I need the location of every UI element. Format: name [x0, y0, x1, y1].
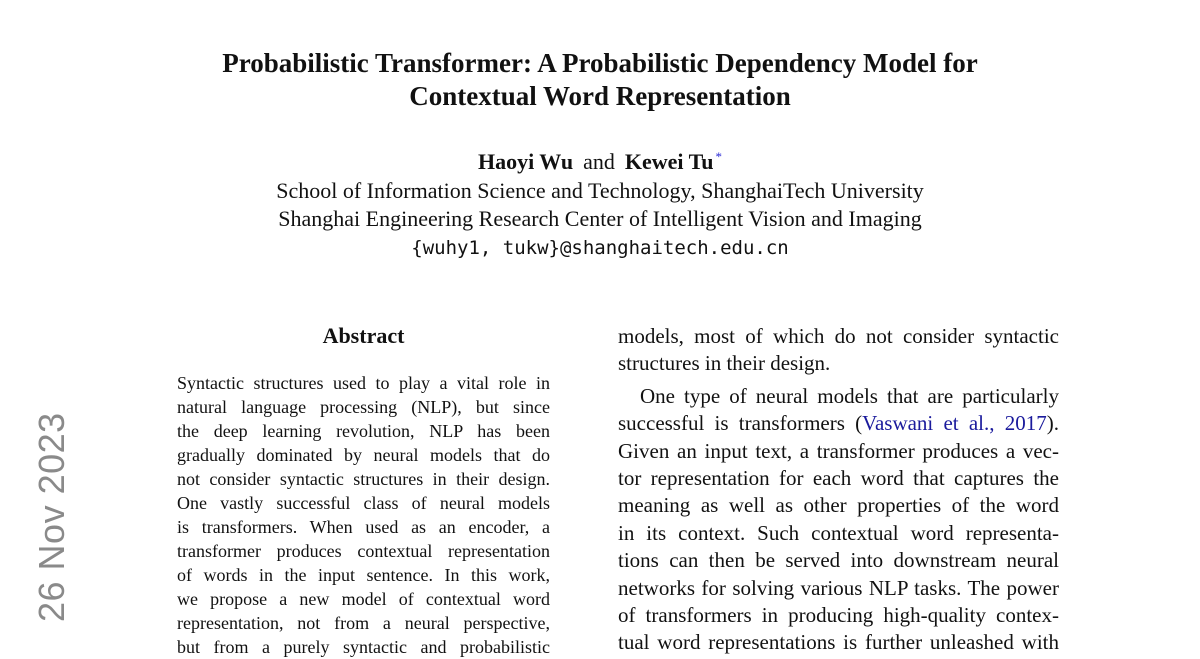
abstract-body — [177, 371, 550, 659]
abstract-line: the deep learning revolution, NLP has been — [177, 421, 550, 441]
abstract-line: not consider syntactic structures in their design. — [177, 469, 550, 489]
body-line: tor representation for each word that captures the — [618, 466, 1059, 491]
body-line: meaning as well as other properties of the word — [618, 493, 1059, 518]
abstract-heading: Abstract — [322, 323, 405, 348]
abstract-line: Syntactic structures used to play a vital role in — [177, 373, 550, 393]
body-line: Given an input text, a transformer produces a vec- — [618, 438, 1059, 463]
author-line — [150, 148, 1050, 176]
footnote-mark[interactable]: * — [715, 148, 723, 164]
author-email: {wuhy1, tukw}@shanghaitech.edu.cn — [411, 237, 789, 259]
abstract-line: is transformers. When used as an encoder, a — [177, 517, 550, 537]
affiliation: Shanghai Engineering Research Center of Intelligent Vision and Imaging — [278, 206, 922, 231]
abstract-line: transformer produces contextual representation — [177, 541, 550, 561]
body-line: networks for solving various NLP tasks. The power — [618, 575, 1059, 600]
author-conjunction: and — [583, 149, 615, 174]
abstract-line: natural language processing (NLP), but since — [177, 397, 550, 417]
body-line: One type of neural models that are particularly — [640, 383, 1059, 408]
body-text: successful is transformers ( — [618, 411, 863, 436]
intro-column — [618, 323, 1059, 657]
abstract-line: One vastly successful class of neural models — [177, 493, 550, 513]
title-line-2: Contextual Word Representation — [409, 81, 791, 111]
abstract-line: representation, not from a neural perspective, — [177, 613, 550, 633]
body-line: models, most of which do not consider syntactic — [618, 324, 1059, 348]
arxiv-date-stamp: 26 Nov 2023 — [31, 412, 72, 622]
paper-title — [150, 47, 1050, 113]
author-name: Haoyi Wu — [477, 149, 574, 174]
body-line: tual word representations is further unleashed with — [618, 630, 1059, 655]
body-line: structures in their design. — [618, 351, 831, 376]
body-line: in its context. Such contextual word representa- — [618, 520, 1059, 545]
body-text: ). — [1046, 411, 1059, 436]
body-line: of transformers in producing high-quality contex- — [618, 603, 1059, 628]
author-name: Kewei Tu — [624, 149, 714, 174]
abstract-line: of words in the input sentence. In this work, — [177, 565, 550, 585]
body-line-with-citation — [618, 410, 1059, 437]
abstract-line: we propose a new model of contextual word — [177, 589, 550, 609]
title-line-1: Probabilistic Transformer: A Probabilistic Dependency Model for — [222, 48, 978, 78]
citation-link[interactable]: Vaswani et al., 2017 — [862, 411, 1047, 436]
abstract-line: gradually dominated by neural models that do — [177, 445, 550, 465]
abstract-line: but from a purely syntactic and probabilistic — [177, 637, 550, 657]
body-line: tions can then be served into downstream neural — [618, 548, 1059, 573]
affiliation: School of Information Science and Technology, ShanghaiTech University — [276, 178, 924, 203]
